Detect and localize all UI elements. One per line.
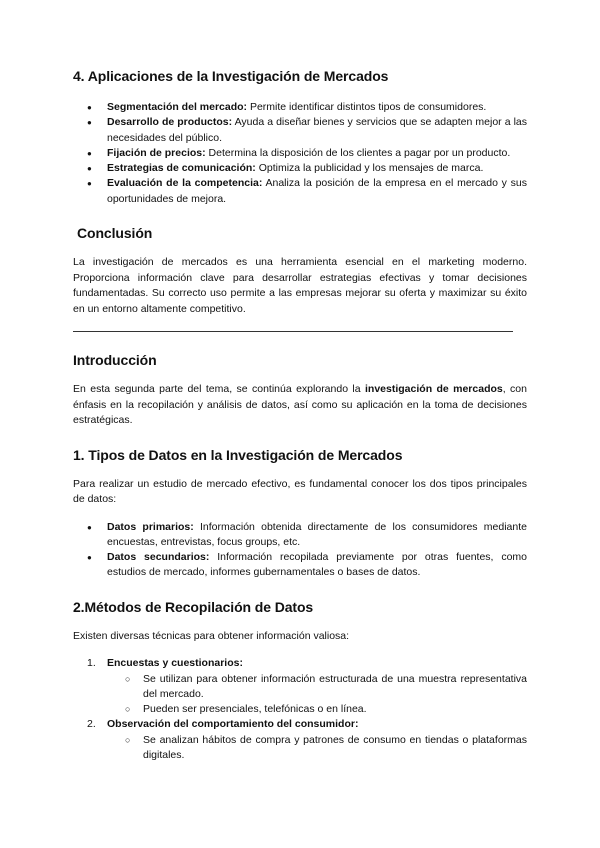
item-description: Información recopilada previamente por otras fuentes, como estudios de mercado, informes gubernamentales o bases de datos. — [107, 551, 527, 579]
item-description: Analiza la posición de la empresa en el mercado y sus oportunidades de mejora. — [107, 177, 527, 205]
item-description: Permite identificar distintos tipos de consumidores. — [247, 101, 487, 113]
item-term: Datos primarios: — [107, 520, 194, 533]
intro-text: , con énfasis en la recopilación y análisis de datos, así como su aplicación en la toma de decisiones estratégicas. — [73, 383, 527, 427]
item-term: Segmentación del mercado: — [107, 101, 248, 113]
sub-list — [107, 672, 527, 718]
item-description: Información obtenida directamente de los consumidores mediante encuestas, entrevistas, focus groups, etc. — [107, 520, 527, 548]
item-term: Desarrollo de productos: — [107, 116, 233, 129]
document-page — [73, 66, 527, 763]
item-number: 1. — [87, 657, 96, 670]
list-item — [73, 550, 527, 581]
sub-list-item: ○ Se analizan hábitos de compra y patrones de consumo en tiendas o plataformas digitales. — [107, 733, 527, 764]
item-description: Determina la disposición de los clientes a pagar por un producto. — [205, 146, 511, 159]
item-term: Fijación de precios: — [107, 146, 206, 159]
item-number: 2. — [87, 718, 96, 731]
intro-heading: Introducción — [73, 352, 157, 369]
conclusion-heading: Conclusión — [77, 225, 153, 242]
item-term: Observación del comportamiento del consumidor: — [107, 718, 359, 731]
section4-heading: 4. Aplicaciones de la Investigación de Mercados — [73, 68, 389, 84]
list-item — [73, 176, 527, 207]
section1-paragraph: Para realizar un estudio de mercado efectivo, es fundamental conocer los dos tipos principales de datos: — [73, 477, 527, 506]
list-item — [73, 161, 527, 176]
list-item — [73, 717, 527, 763]
section2-heading: 2.Métodos de Recopilación de Datos — [73, 598, 314, 615]
intro-emphasis: investigación de mercados — [365, 383, 503, 396]
sub-list-item: ○ Pueden ser presenciales, telefónicas o en línea. — [107, 702, 527, 717]
intro-paragraph — [73, 382, 527, 429]
list-item — [73, 520, 527, 551]
section1-heading: 1. Tipos de Datos en la Investigación de Mercados — [73, 446, 403, 463]
item-term: Estrategias de comunicación: — [107, 162, 256, 175]
section1-list — [73, 520, 527, 581]
conclusion-paragraph: La investigación de mercados es una herramienta esencial en el marketing moderno. Proporciona información clave para desarrollar estrategias efectivas y tomar decisiones fundamentadas. Su correcto uso permite a las empresas mejorar su oferta y maximizar su éxito en un entorno altamente competitivo. — [73, 256, 527, 315]
sub-list — [107, 733, 527, 764]
section2-paragraph: Existen diversas técnicas para obtener información valiosa: — [73, 629, 350, 642]
section4-list — [73, 100, 527, 207]
list-item — [73, 100, 527, 115]
horizontal-divider — [73, 331, 513, 332]
item-term: Evaluación de la competencia: — [107, 177, 263, 190]
sub-list-item: ○ Se utilizan para obtener información estructurada de una muestra representativa del mercado. — [107, 672, 527, 703]
item-term: Encuestas y cuestionarios: — [107, 657, 243, 670]
item-term: Datos secundarios: — [107, 551, 210, 564]
list-item — [73, 656, 527, 717]
item-description: Ayuda a diseñar bienes y servicios que se adapten mejor a las necesidades del público. — [107, 116, 527, 144]
intro-text: En esta segunda parte del tema, se continúa explorando la — [73, 383, 365, 396]
section2-list — [73, 656, 527, 763]
list-item — [73, 146, 527, 161]
item-description: Optimiza la publicidad y los mensajes de marca. — [255, 162, 484, 175]
list-item — [73, 115, 527, 146]
